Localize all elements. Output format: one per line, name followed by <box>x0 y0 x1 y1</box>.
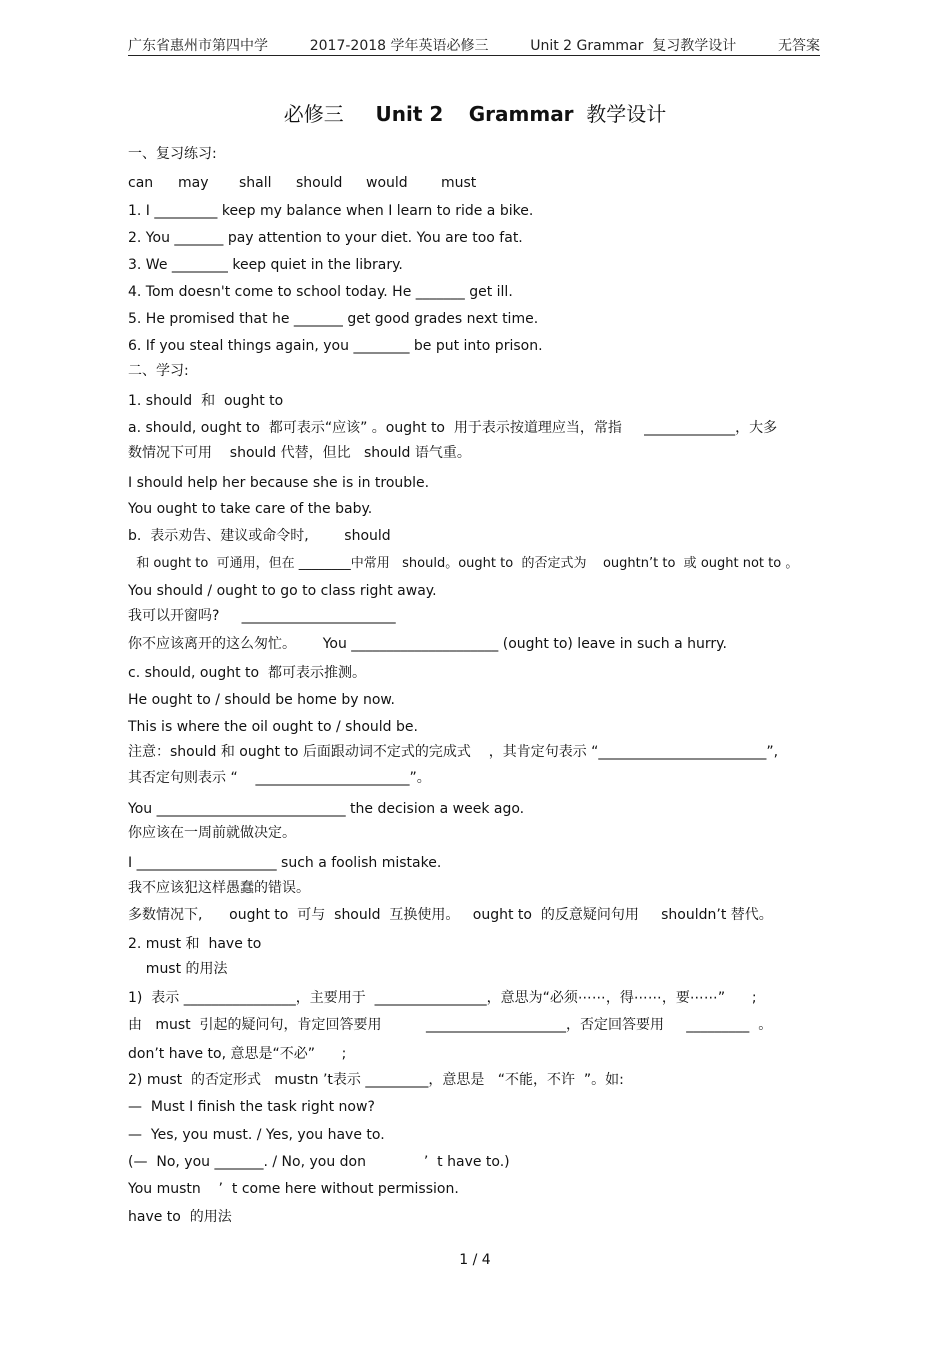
exercise-line: 1. I _________ keep my balance when I learn to ride a bike. <box>128 203 534 219</box>
text-line: 我可以开窗吗? ______________________ <box>128 608 396 624</box>
text-line: He ought to / should be home by now. <box>128 692 395 708</box>
title-unit: Unit 2 <box>375 102 444 126</box>
text-line: I should help her because she is in trouble. <box>128 475 430 491</box>
text-line: b. 表示劝告、建议或命令时, should <box>128 528 391 544</box>
word-bank-item: should <box>296 175 343 191</box>
text-line: 注意：should 和 ought to 后面跟动词不定式的完成式 ，其肯定句表示 “________________________”, <box>128 744 779 760</box>
exercise-line: 3. We ________ keep quiet in the library. <box>128 257 403 273</box>
text-line: 你不应该离开的这么匆忙。 You _____________________ (ought to) leave in such a hurry. <box>128 636 727 652</box>
header-school: 广东省惠州市第四中学 <box>128 38 268 54</box>
text-line: 1. should 和 ought to <box>128 393 284 409</box>
header-course: 2017-2018 学年英语必修三 <box>309 38 489 54</box>
word-bank-item: can <box>128 175 154 191</box>
text-line: You ___________________________ the decision a week ago. <box>128 801 525 817</box>
word-bank-item: must <box>441 175 477 191</box>
section1-heading: 一、复习练习: <box>128 146 217 162</box>
title-suffix: 教学设计 <box>586 102 667 126</box>
word-bank-item: would <box>366 175 408 191</box>
text-line: (— No, you _______. / No, you don ’ t have to.) <box>128 1154 510 1170</box>
text-line: 多数情况下, ought to 可与 should 互换使用。 ought to 的反意疑问句用 shouldn’t 替代。 <box>128 907 773 923</box>
exercise-line: 5. He promised that he _______ get good grades next time. <box>128 311 539 327</box>
header-unit: Unit 2 Grammar 复习教学设计 <box>530 38 737 54</box>
text-line: must 的用法 <box>128 961 228 977</box>
text-line: — Yes, you must. / Yes, you have to. <box>128 1127 385 1143</box>
text-line: 2. must 和 have to <box>128 936 262 952</box>
page-header <box>128 35 820 55</box>
word-bank <box>128 174 476 192</box>
text-line: 由 must 引起的疑问句，肯定回答要用 ____________________，否定回答要用 _________ 。 <box>128 1017 773 1033</box>
text-line: You should / ought to go to class right away. <box>128 583 437 599</box>
text-line: 我不应该犯这样愚蠢的错误。 <box>128 880 310 896</box>
text-line: a. should, ought to 都可表示“应该” 。ought to 用于表示按道理应当，常指 _____________，大多 <box>128 420 778 436</box>
text-line: 1) 表示 ________________，主要用于 ________________，意思为“必须⋯⋯，得⋯⋯，要⋯⋯” ; <box>128 990 757 1006</box>
text-line: You mustn ’ t come here without permission. <box>128 1181 459 1197</box>
word-bank-item: may <box>178 175 209 191</box>
section2-heading: 二、学习: <box>128 363 189 379</box>
text-line: You ought to take care of the baby. <box>128 501 373 517</box>
title-topic: Grammar <box>468 102 574 126</box>
text-line: I ____________________ such a foolish mistake. <box>128 855 442 871</box>
exercise-line: 6. If you steal things again, you ________ be put into prison. <box>128 338 543 354</box>
text-line: This is where the oil ought to / should be. <box>128 719 418 735</box>
text-line: 其否定句则表示 “ ______________________”。 <box>128 770 431 786</box>
text-line: c. should, ought to 都可表示推测。 <box>128 665 366 681</box>
header-rule <box>128 55 820 56</box>
text-line: 2) must 的否定形式 mustn ’t表示 _________，意思是 “不能，不许 ”。如: <box>128 1072 624 1088</box>
exercise-line: 2. You _______ pay attention to your diet. You are too fat. <box>128 230 523 246</box>
text-line: 数情况下可用 should 代替，但比 should 语气重。 <box>128 445 471 461</box>
document-title <box>0 100 950 128</box>
text-line: — Must I finish the task right now? <box>128 1099 375 1115</box>
text-line: 和 ought to 可通用，但在 ________中常用 should。ought to 的否定式为 oughtn’t to 或 ought not to 。 <box>128 556 799 571</box>
header-note: 无答案 <box>777 38 820 54</box>
word-bank-item: shall <box>239 175 272 191</box>
title-book: 必修三 <box>283 102 344 126</box>
text-line: have to 的用法 <box>128 1209 232 1225</box>
exercise-line: 4. Tom doesn't come to school today. He _______ get ill. <box>128 284 513 300</box>
text-line: 你应该在一周前就做决定。 <box>128 825 296 841</box>
text-line: don’t have to, 意思是“不必” ; <box>128 1046 347 1062</box>
page-number: 1 / 4 <box>459 1252 491 1268</box>
